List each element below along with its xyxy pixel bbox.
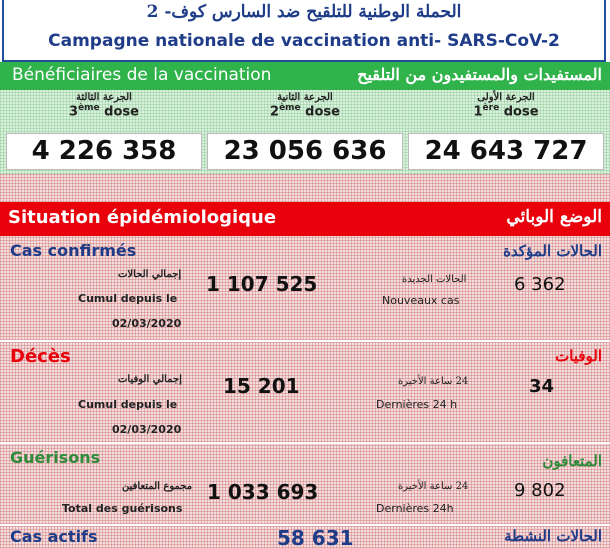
deaths-new-count: 34	[529, 376, 555, 397]
confirmed-since-date: 02/03/2020	[112, 317, 182, 330]
situation-title-arabic: الوضع الوبائي	[506, 207, 602, 227]
recoveries-total-count: 1 033 693	[207, 480, 319, 504]
confirmed-label-arabic: الحالات المؤكدة	[503, 242, 602, 260]
active-cases-count: 58 631	[277, 526, 354, 548]
recoveries-section	[0, 444, 610, 524]
campaign-title-french: Campagne nationale de vaccination anti- SARS-CoV-2	[48, 31, 560, 51]
deaths-new-label-arabic: 24 ساعة الأخيرة	[398, 376, 469, 387]
recoveries-new-label-french: Dernières 24h	[376, 502, 454, 515]
deaths-label-french: Décès	[10, 346, 71, 367]
header-panel	[2, 0, 606, 62]
confirmed-total-count: 1 107 525	[206, 272, 318, 296]
second-dose-count: 23 056 636	[207, 133, 403, 170]
situation-header-bar	[0, 202, 610, 236]
recoveries-total-label-french: Total des guérisons	[62, 502, 183, 515]
active-cases-section	[0, 526, 610, 548]
confirmed-new-label-arabic: الحالات الجديدة	[402, 274, 467, 285]
vaccination-label-french: Bénéficiaires de la vaccination	[12, 65, 272, 85]
recoveries-label-arabic: المتعافون	[542, 452, 602, 470]
dose-label-french: 1ère dose	[473, 103, 539, 120]
recoveries-new-count: 9 802	[514, 480, 566, 501]
deaths-total-count: 15 201	[223, 374, 300, 398]
deaths-section	[0, 342, 610, 442]
deaths-new-label-french: Dernières 24 h	[376, 398, 458, 411]
situation-title-french: Situation épidémiologique	[8, 207, 277, 228]
dose-label-arabic: الجرعة الأولى	[477, 92, 535, 103]
confirmed-cases-section	[0, 236, 610, 340]
third-dose-count: 4 226 358	[6, 133, 202, 170]
confirmed-new-count: 6 362	[514, 274, 566, 295]
recoveries-total-label-arabic: مجموع المتعافين	[122, 481, 193, 492]
dose-label-arabic: الجرعة الثالثة	[76, 92, 132, 103]
dose-column-first	[406, 92, 606, 119]
dose-label-french: 2ème dose	[270, 103, 340, 120]
dose-column-second	[205, 92, 405, 119]
deaths-total-label-arabic: إجمالي الوفيات	[118, 374, 182, 385]
active-label-french: Cas actifs	[10, 527, 98, 546]
recoveries-label-french: Guérisons	[10, 448, 101, 467]
vaccination-label-arabic: المستفيدات والمستفيدون من التلقيح	[357, 65, 602, 84]
dose-column-third	[4, 92, 204, 119]
confirmed-label-french: Cas confirmés	[10, 241, 137, 260]
dose-label-french: 3ème dose	[69, 103, 139, 120]
recoveries-new-label-arabic: 24 ساعة الأخيرة	[398, 481, 469, 492]
active-label-arabic: الحالات النشطة	[504, 527, 602, 545]
campaign-title-arabic: الحملة الوطنية للتلقيح ضد السارس كوف- 2	[146, 2, 462, 22]
vaccination-header-bar	[0, 62, 610, 90]
separator-band	[0, 174, 610, 202]
deaths-label-arabic: الوفيات	[555, 347, 602, 365]
first-dose-count: 24 643 727	[408, 133, 604, 170]
deaths-total-label-french: Cumul depuis le	[78, 398, 178, 411]
deaths-since-date: 02/03/2020	[112, 423, 182, 436]
confirmed-total-label-arabic: إجمالي الحالات	[118, 269, 182, 280]
confirmed-new-label-french: Nouveaux cas	[382, 294, 460, 307]
dose-label-arabic: الجرعة الثانية	[277, 92, 333, 103]
confirmed-total-label-french: Cumul depuis le	[78, 292, 178, 305]
